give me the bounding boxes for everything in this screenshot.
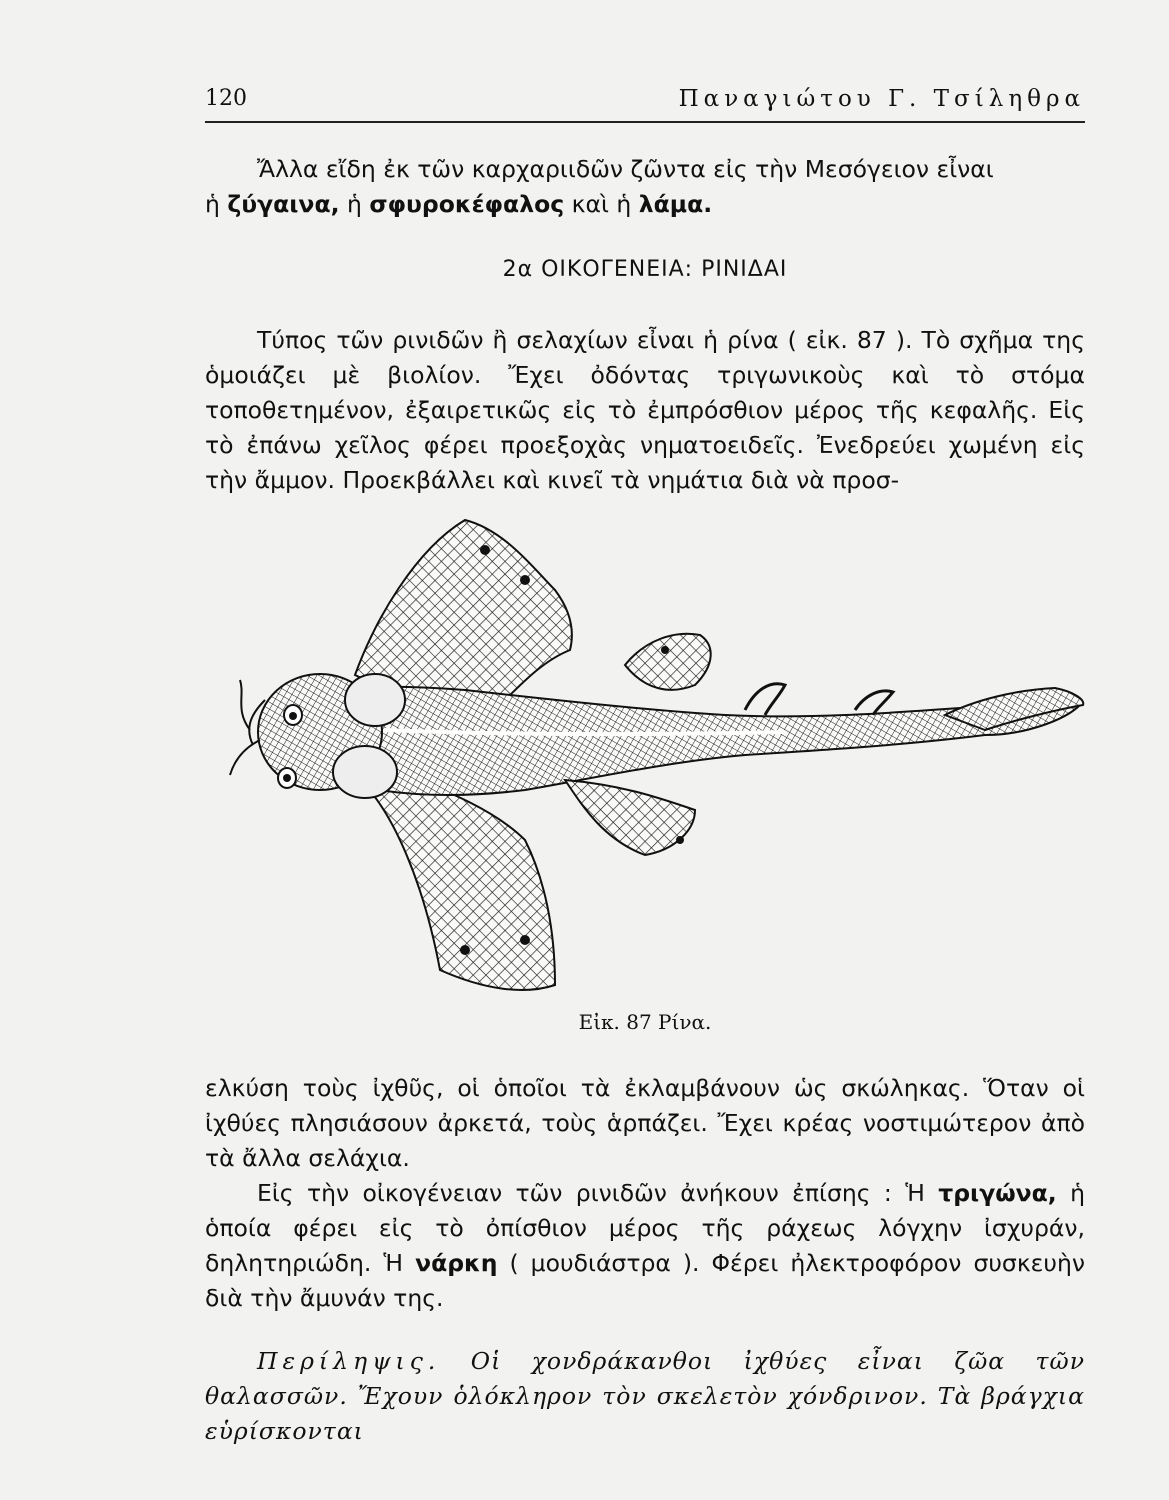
term-sfyrokefalos: σφυροκέφαλος — [369, 190, 565, 218]
paragraph-text: ελκύση τοὺς ἰχθῦς, οἱ ὁποῖοι τὰ ἐκλαμβάνουν ὡς σκώληκας. Ὅταν οἱ ἰχθύες πλησιάσουν ἀρκετά, τοὺς ἁρπάζει. Ἔχει κρέας νοστιμώτερον ἀπὸ τὰ ἄλλα σελάχια. — [205, 1074, 1085, 1172]
summary-text — [205, 1344, 1085, 1449]
header-rule — [205, 121, 1085, 123]
angel-shark-illustration — [225, 510, 1095, 1000]
paragraph-line: Ἄλλα εἴδη ἐκ τῶν καρχαριιδῶν ζῶντα εἰς τὴν Μεσόγειον εἶναι — [257, 155, 994, 183]
paragraph-line — [205, 187, 1085, 222]
term-zygaina: ζύγαινα, — [227, 190, 340, 218]
text-run: ( μουδιάστρα ). Φέρει ἠλεκτροφόρον συσκευὴν διὰ τὴν ἄμυνάν της. — [205, 1249, 1086, 1312]
text-run: Εἰς τὴν οἰκογένειαν τῶν ρινιδῶν ἀνήκουν ἐπίσης : Ἡ — [257, 1179, 939, 1207]
paragraph-rina-description — [205, 323, 1085, 498]
term-lama: λάμα. — [638, 190, 713, 218]
paragraph-continuation — [205, 1071, 1085, 1316]
summary-paragraph — [205, 1344, 1085, 1449]
text-run: ἡ — [339, 190, 370, 218]
text-run: Οἱ χονδράκανθοι ἰχθύες εἶναι ζῶα τῶν θαλασσῶν. Ἔχουν ὁλόκληρον τὸν σκελετὸν χόνδρινον. Τὰ βράγχια εὑρίσκονται — [205, 1347, 1085, 1445]
page-header — [205, 86, 1085, 116]
summary-label: Περίληψις. — [257, 1347, 441, 1375]
figure-caption: Εἰκ. 87 Ρίνα. — [578, 1010, 712, 1034]
section-heading: 2α ΟΙΚΟΓΕΝΕΙΑ: ΡΙΝΙΔΑΙ — [502, 257, 788, 282]
text-run: καὶ ἡ — [564, 190, 639, 218]
term-trigona: τριγώνα, — [938, 1179, 1057, 1207]
paragraph-other-species — [205, 152, 1085, 222]
paragraph-family-members — [205, 1176, 1085, 1316]
text-run: ἡ ὁποία φέρει εἰς τὸ ὀπίσθιον μέρος τῆς ράχεως λόγχην ἰσχυράν, δηλητηριώδη. Ἡ — [205, 1179, 1085, 1277]
text-run: ἡ — [205, 190, 228, 218]
term-narki: νάρκη — [415, 1249, 498, 1277]
paragraph-text: Τύπος τῶν ρινιδῶν ἢ σελαχίων εἶναι ἡ ρίνα ( εἰκ. 87 ). Τὸ σχῆμα της ὁμοιάζει μὲ βιολίον. Ἔχει ὀδόντας τριγωνικοὺς καὶ τὸ στόμα τοποθετημένον, ἐξαιρετικῶς εἰς τὸ ἐμπρόσθιον μέρος τῆς κεφαλῆς. Εἰς τὸ ἐπάνω χεῖλος φέρει προεξοχὰς νηματοειδεῖς. Ἐνεδρεύει χωμένη εἰς τὴν ἄμμον. Προεκβάλλει καὶ κινεῖ τὰ νημάτια διὰ νὰ προσ- — [205, 326, 1085, 494]
running-head: Παναγιώτου Γ. Τσίληθρα — [678, 86, 1085, 112]
page-number: 120 — [205, 86, 247, 111]
